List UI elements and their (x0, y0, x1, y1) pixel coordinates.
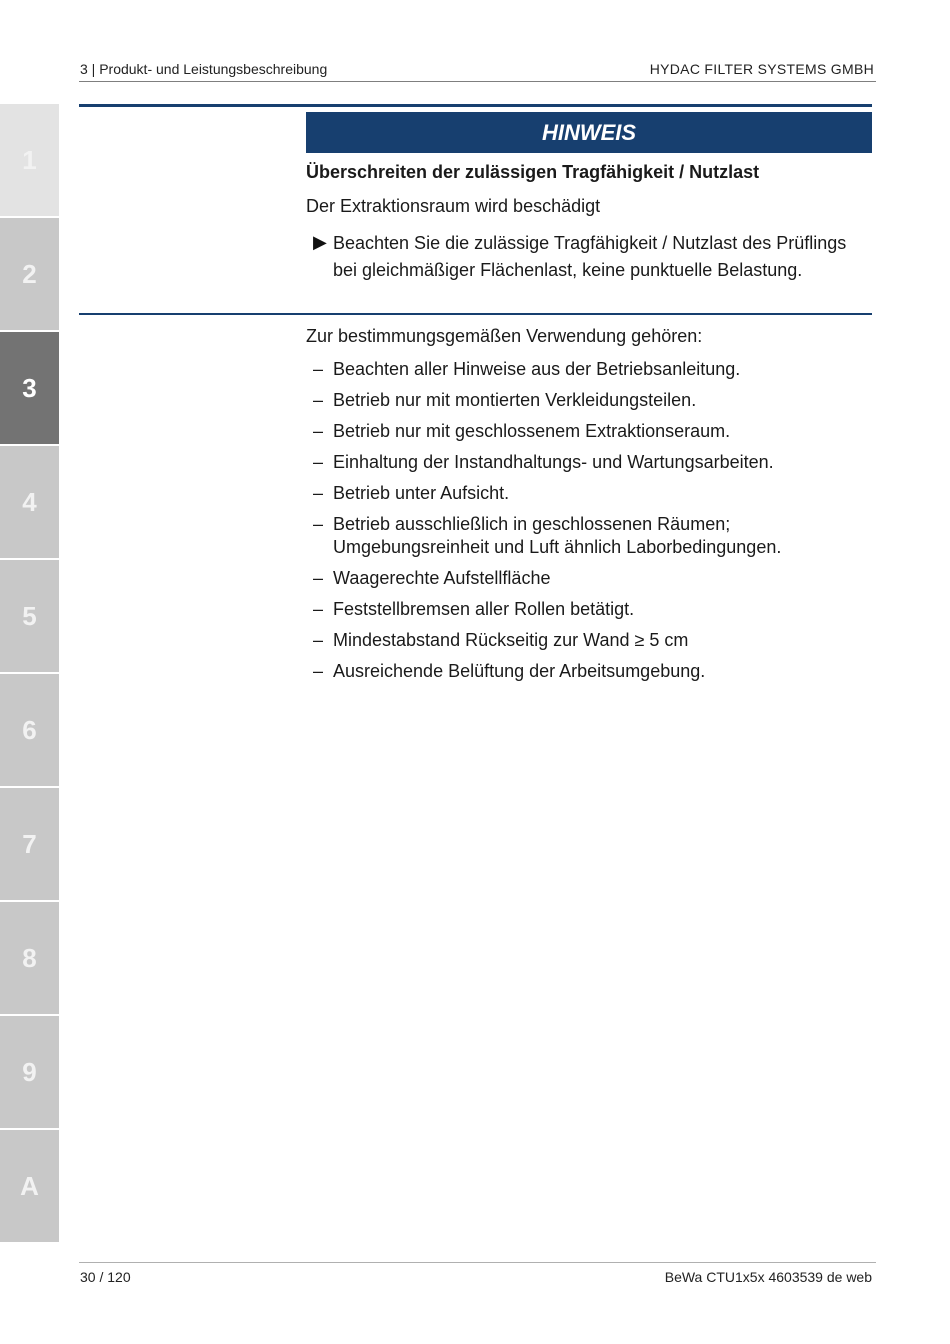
chapter-tab-8[interactable]: 8 (0, 902, 59, 1014)
chapter-tab-4[interactable]: 4 (0, 446, 59, 558)
list-item: – Waagerechte Aufstellfläche (313, 568, 551, 588)
notice-action: Beachten Sie die zulässige Tragfähigkeit / Nutzlast des Prüflings bei gleichmäßiger Flächenlast, keine punktuelle Belastung. (333, 233, 847, 280)
chapter-tab-a[interactable]: A (0, 1130, 59, 1242)
list-item: – Beachten aller Hinweise aus der Betriebsanleitung. (313, 359, 741, 379)
chapter-tab-2[interactable]: 2 (0, 218, 59, 330)
list-item: – Mindestabstand Rückseitig zur Wand ≥ 5 cm (313, 630, 689, 650)
notice-consequence: Der Extraktionsraum wird beschädigt (306, 196, 601, 216)
chapter-tab-1[interactable]: 1 (0, 104, 59, 216)
intended-use-list (313, 358, 873, 691)
list-item: – Betrieb nur mit geschlossenem Extraktionseraum. (313, 421, 731, 441)
header-company: HYDAC FILTER SYSTEMS GMBH (649, 61, 874, 77)
list-item: – Einhaltung der Instandhaltungs- und Wartungsarbeiten. (313, 452, 774, 472)
notice-top-rule (79, 104, 872, 107)
chapter-tab-3[interactable]: 3 (0, 332, 59, 444)
list-item: – Betrieb ausschließlich in geschlossenen Räumen; Umgebungsreinheit und Luft ähnlich Laborbedingungen. (313, 514, 782, 557)
document-id: BeWa CTU1x5x 4603539 de web (664, 1269, 872, 1285)
intended-use-intro: Zur bestimmungsgemäßen Verwendung gehören: (306, 326, 703, 346)
chapter-tab-9[interactable]: 9 (0, 1016, 59, 1128)
list-item: – Feststellbremsen aller Rollen betätigt. (313, 599, 635, 619)
list-item: – Ausreichende Belüftung der Arbeitsumgebung. (313, 661, 706, 681)
notice-label: HINWEIS (306, 112, 872, 153)
header-divider (79, 81, 876, 82)
chapter-tab-7[interactable]: 7 (0, 788, 59, 900)
header-section-title: 3 | Produkt- und Leistungsbeschreibung (80, 61, 328, 77)
notice-bottom-rule (79, 313, 872, 315)
chapter-tab-5[interactable]: 5 (0, 560, 59, 672)
chapter-tabs (0, 104, 59, 1244)
list-item: – Betrieb nur mit montierten Verkleidungsteilen. (313, 390, 697, 410)
chapter-tab-6[interactable]: 6 (0, 674, 59, 786)
list-item: – Betrieb unter Aufsicht. (313, 483, 510, 503)
action-triangle-icon: ▶ (313, 232, 327, 252)
page-number: 30 / 120 (80, 1269, 131, 1285)
footer-divider (79, 1262, 876, 1263)
notice-title: Überschreiten der zulässigen Tragfähigkeit / Nutzlast (306, 162, 760, 182)
